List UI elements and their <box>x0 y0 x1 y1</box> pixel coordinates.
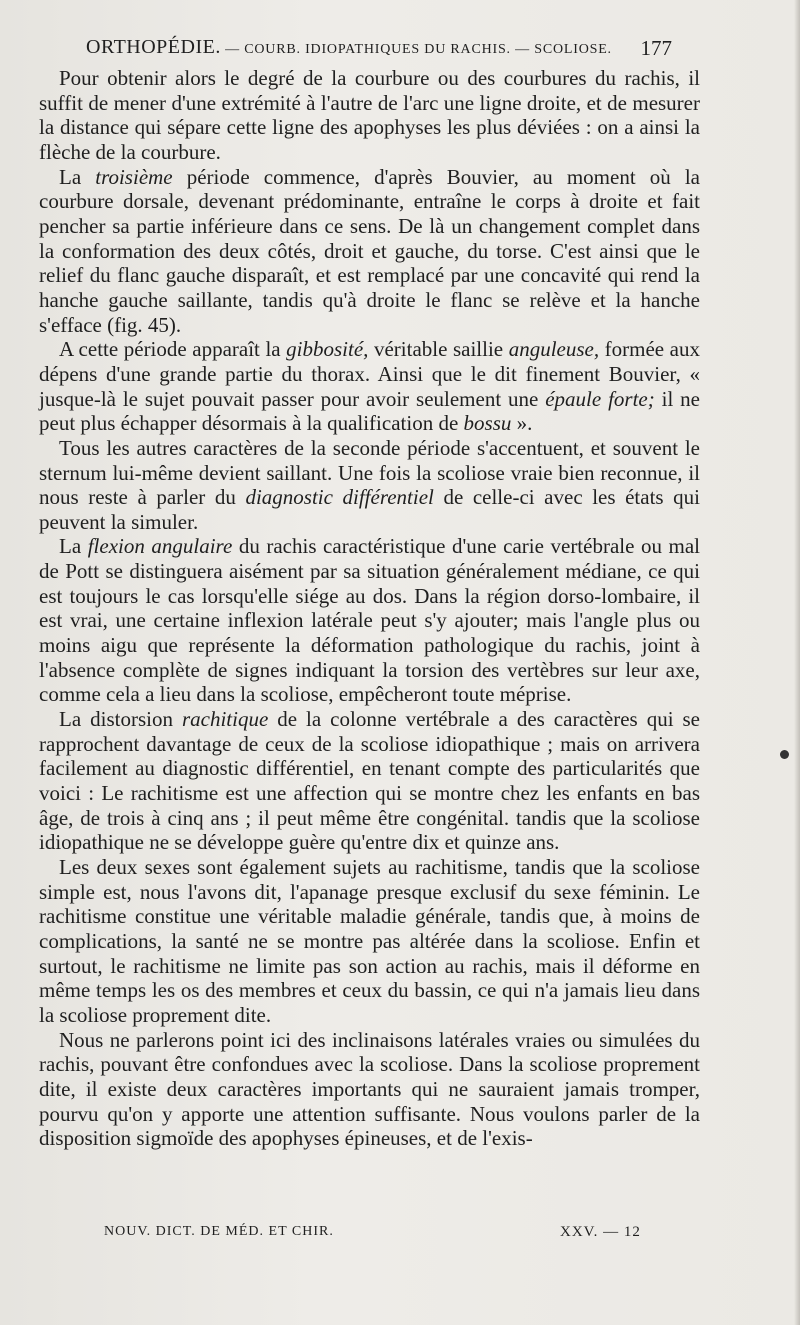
text-run: Tous les autres caractères de la seconde période s'accentuent, et souvent le sternum lui-même devient saillant. Une fois la scoliose vraie bien reconnue, il nous reste à parler du <box>39 435 700 510</box>
running-head <box>0 36 800 66</box>
paragraph <box>39 707 700 855</box>
italic-term: rachitique <box>181 707 269 732</box>
text-run: véritable saillie <box>368 337 509 362</box>
running-title-main: ORTHOPÉDIE. <box>86 36 221 58</box>
text-run: A cette période apparaît la <box>59 337 287 362</box>
text-run: ». <box>511 411 533 436</box>
sheet-signature: XXV. — 12 <box>560 1224 641 1240</box>
text-run: La <box>59 534 88 559</box>
italic-term: anguleuse, <box>508 337 600 362</box>
italic-term: épaule forte; <box>545 386 655 411</box>
text-run: formée aux dépens d'une grande partie du thorax. Ainsi que le dit finement Bouvier, « jusque-là le sujet pouvait passer pour avoir seulement une <box>39 337 700 411</box>
running-title-subtitle: — COURB. IDIOPATHIQUES DU RACHIS. — SCOLIOSE. <box>220 42 612 57</box>
paragraph <box>39 1028 700 1151</box>
text-run: il ne peut plus échapper désormais à la qualification de <box>39 386 700 436</box>
paragraph <box>39 534 700 707</box>
italic-term: bossu <box>463 411 512 436</box>
paragraph <box>39 165 700 338</box>
body-text <box>39 66 700 1151</box>
text-run: Les deux sexes sont également sujets au rachitisme, tandis que la scoliose simple est, nous l'avons dit, l'apanage presque exclusif du sexe féminin. Le rachitisme constitue une véritable maladie générale, tandis que, à moins de complications, la santé ne se montre pas altérée dans la scoliose. Enfin et surtout, le rachitisme ne limite pas son action au rachis, mais il déforme en même temps les os des membres et ceux du bassin, ce qui n'a jamais lieu dans la scoliose proprement dite. <box>39 855 700 1027</box>
text-run: La <box>59 164 96 189</box>
italic-term: diagnostic différentiel <box>245 485 434 510</box>
paragraph <box>39 436 700 535</box>
text-run: de celle-ci avec les états qui peuvent la simuler. <box>39 485 700 534</box>
paragraph <box>39 855 700 1028</box>
ink-speck <box>780 750 789 759</box>
text-run: Nous ne parlerons point ici des inclinaisons latérales vraies ou simulées du rachis, pouvant être confondues avec la scoliose. Dans la scoliose proprement dite, il existe deux caractères importants qui ne sauraient jamais tromper, pourvu qu'on y apporte une attention suffisante. Nous voulons parler de la disposition sigmoïde des apophyses épineuses, et de l'exis- <box>39 1027 700 1151</box>
page-footer <box>0 1224 800 1248</box>
page-number: 177 <box>640 36 672 60</box>
paragraph <box>39 337 700 436</box>
text-run: période commence, d'après Bouvier, au moment où la courbure dorsale, devenant prédominante, entraîne le corps à droite et fait pencher sa partie inférieure dans ce sens. De là un changement complet dans la conformation des deux côtés, droit et gauche, du torse. C'est ainsi que le relief du flanc gauche disparaît, et est remplacé par une concavité qui rend la hanche gauche saillante, tandis qu'à droite le flanc se relève et la hanche s'efface (fig. 45). <box>39 164 700 337</box>
text-run: Pour obtenir alors le degré de la courbure ou des courbures du rachis, il suffit de mener d'une extrémité à l'autre de l'arc une ligne droite, et de mesurer la distance qui sépare cette ligne des apophyses les plus déviées : on a ainsi la flèche de la courbure. <box>39 66 700 164</box>
paragraph <box>39 66 700 165</box>
signature-line: NOUV. DICT. DE MÉD. ET CHIR. <box>104 1224 334 1239</box>
page-edge-shadow <box>794 0 800 1325</box>
text-run: du rachis caractéristique d'une carie vertébrale ou mal de Pott se distinguera aisément par sa situation généralement médiane, ce qui est toujours le cas lorsqu'elle siége au dos. Dans la région dorso-lombaire, il est vrai, une certaine inflexion latérale peut s'y ajouter; mais l'angle plus ou moins aigu que représente la déformation pathologique du rachis, joint à l'absence complète de signes indiquant la torsion des vertèbres sur leur axe, comme cela a lieu dans la scoliose, empêcheront toute méprise. <box>39 534 701 707</box>
text-run: La distorsion <box>59 707 182 732</box>
italic-term: troisième <box>95 164 173 189</box>
italic-term: flexion angulaire <box>87 534 233 559</box>
italic-term: gibbosité, <box>286 337 369 362</box>
text-run: de la colonne vertébrale a des caractères qui se rapprochent davantage de ceux de la scoliose idiopathique ; mais on arrivera facilement au diagnostic différentiel, en tenant compte des particularités que voici : Le rachitisme est une affection qui se montre chez les enfants en bas âge, de trois à cinq ans ; il peut même être congénital. tandis que la scoliose idiopathique ne se développe guère qu'entre dix et quinze ans. <box>39 707 701 855</box>
running-title <box>86 36 612 59</box>
